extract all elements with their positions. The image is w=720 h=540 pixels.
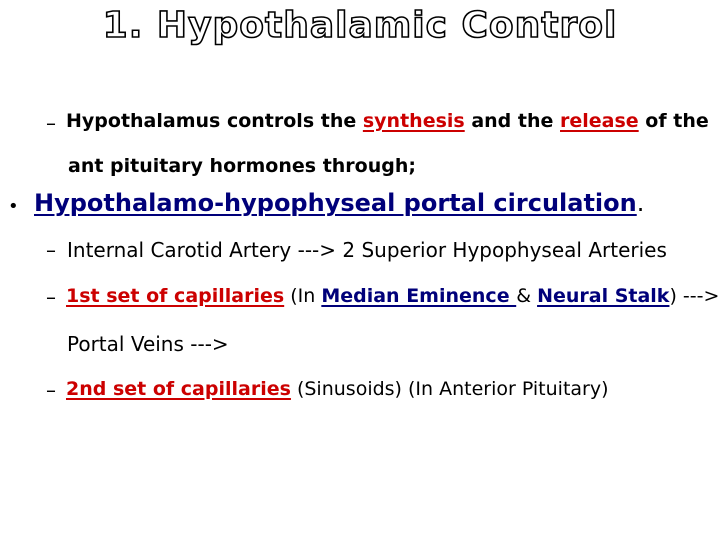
intro-dash: – [46, 111, 56, 135]
first-capillaries-term: 1st set of capillaries [66, 285, 285, 307]
intro-text-part2: and the [464, 110, 561, 132]
intro-line-1 [66, 112, 709, 131]
item2-line-2: Portal Veins ---> [67, 332, 229, 356]
slide-title: 1. Hypothalamic Control [102, 5, 618, 46]
intro-line-2: ant pituitary hormones through; [68, 155, 416, 177]
bullet-marker: • [8, 196, 19, 217]
intro-text-part1: Hypothalamus controls the [66, 110, 363, 132]
intro-text-part3: of the [638, 110, 709, 132]
item2-dash: – [46, 285, 56, 309]
median-eminence-term: Median Eminence [321, 285, 517, 307]
neural-stalk-term: Neural Stalk [537, 285, 670, 307]
item3-dash: – [46, 378, 56, 402]
main-bullet-period: . [636, 189, 645, 217]
release-term: release [560, 110, 639, 132]
item2-ampersand: & [516, 285, 538, 307]
item1-dash: – [46, 238, 56, 262]
item3-line [66, 380, 609, 399]
item3-rest: (Sinusoids) (In Anterior Pituitary) [290, 378, 609, 400]
item1-text: Internal Carotid Artery ---> 2 Superior Hypophyseal Arteries [67, 238, 667, 262]
item2-paren-open: (In [284, 285, 322, 307]
synthesis-term: synthesis [362, 110, 465, 132]
portal-circulation-heading: Hypothalamo-hypophyseal portal circulation [34, 189, 637, 217]
main-bullet-line [34, 191, 644, 215]
second-capillaries-term: 2nd set of capillaries [66, 378, 291, 400]
item2-paren-close: ) ---> [669, 285, 720, 307]
item2-line-1 [66, 287, 719, 306]
